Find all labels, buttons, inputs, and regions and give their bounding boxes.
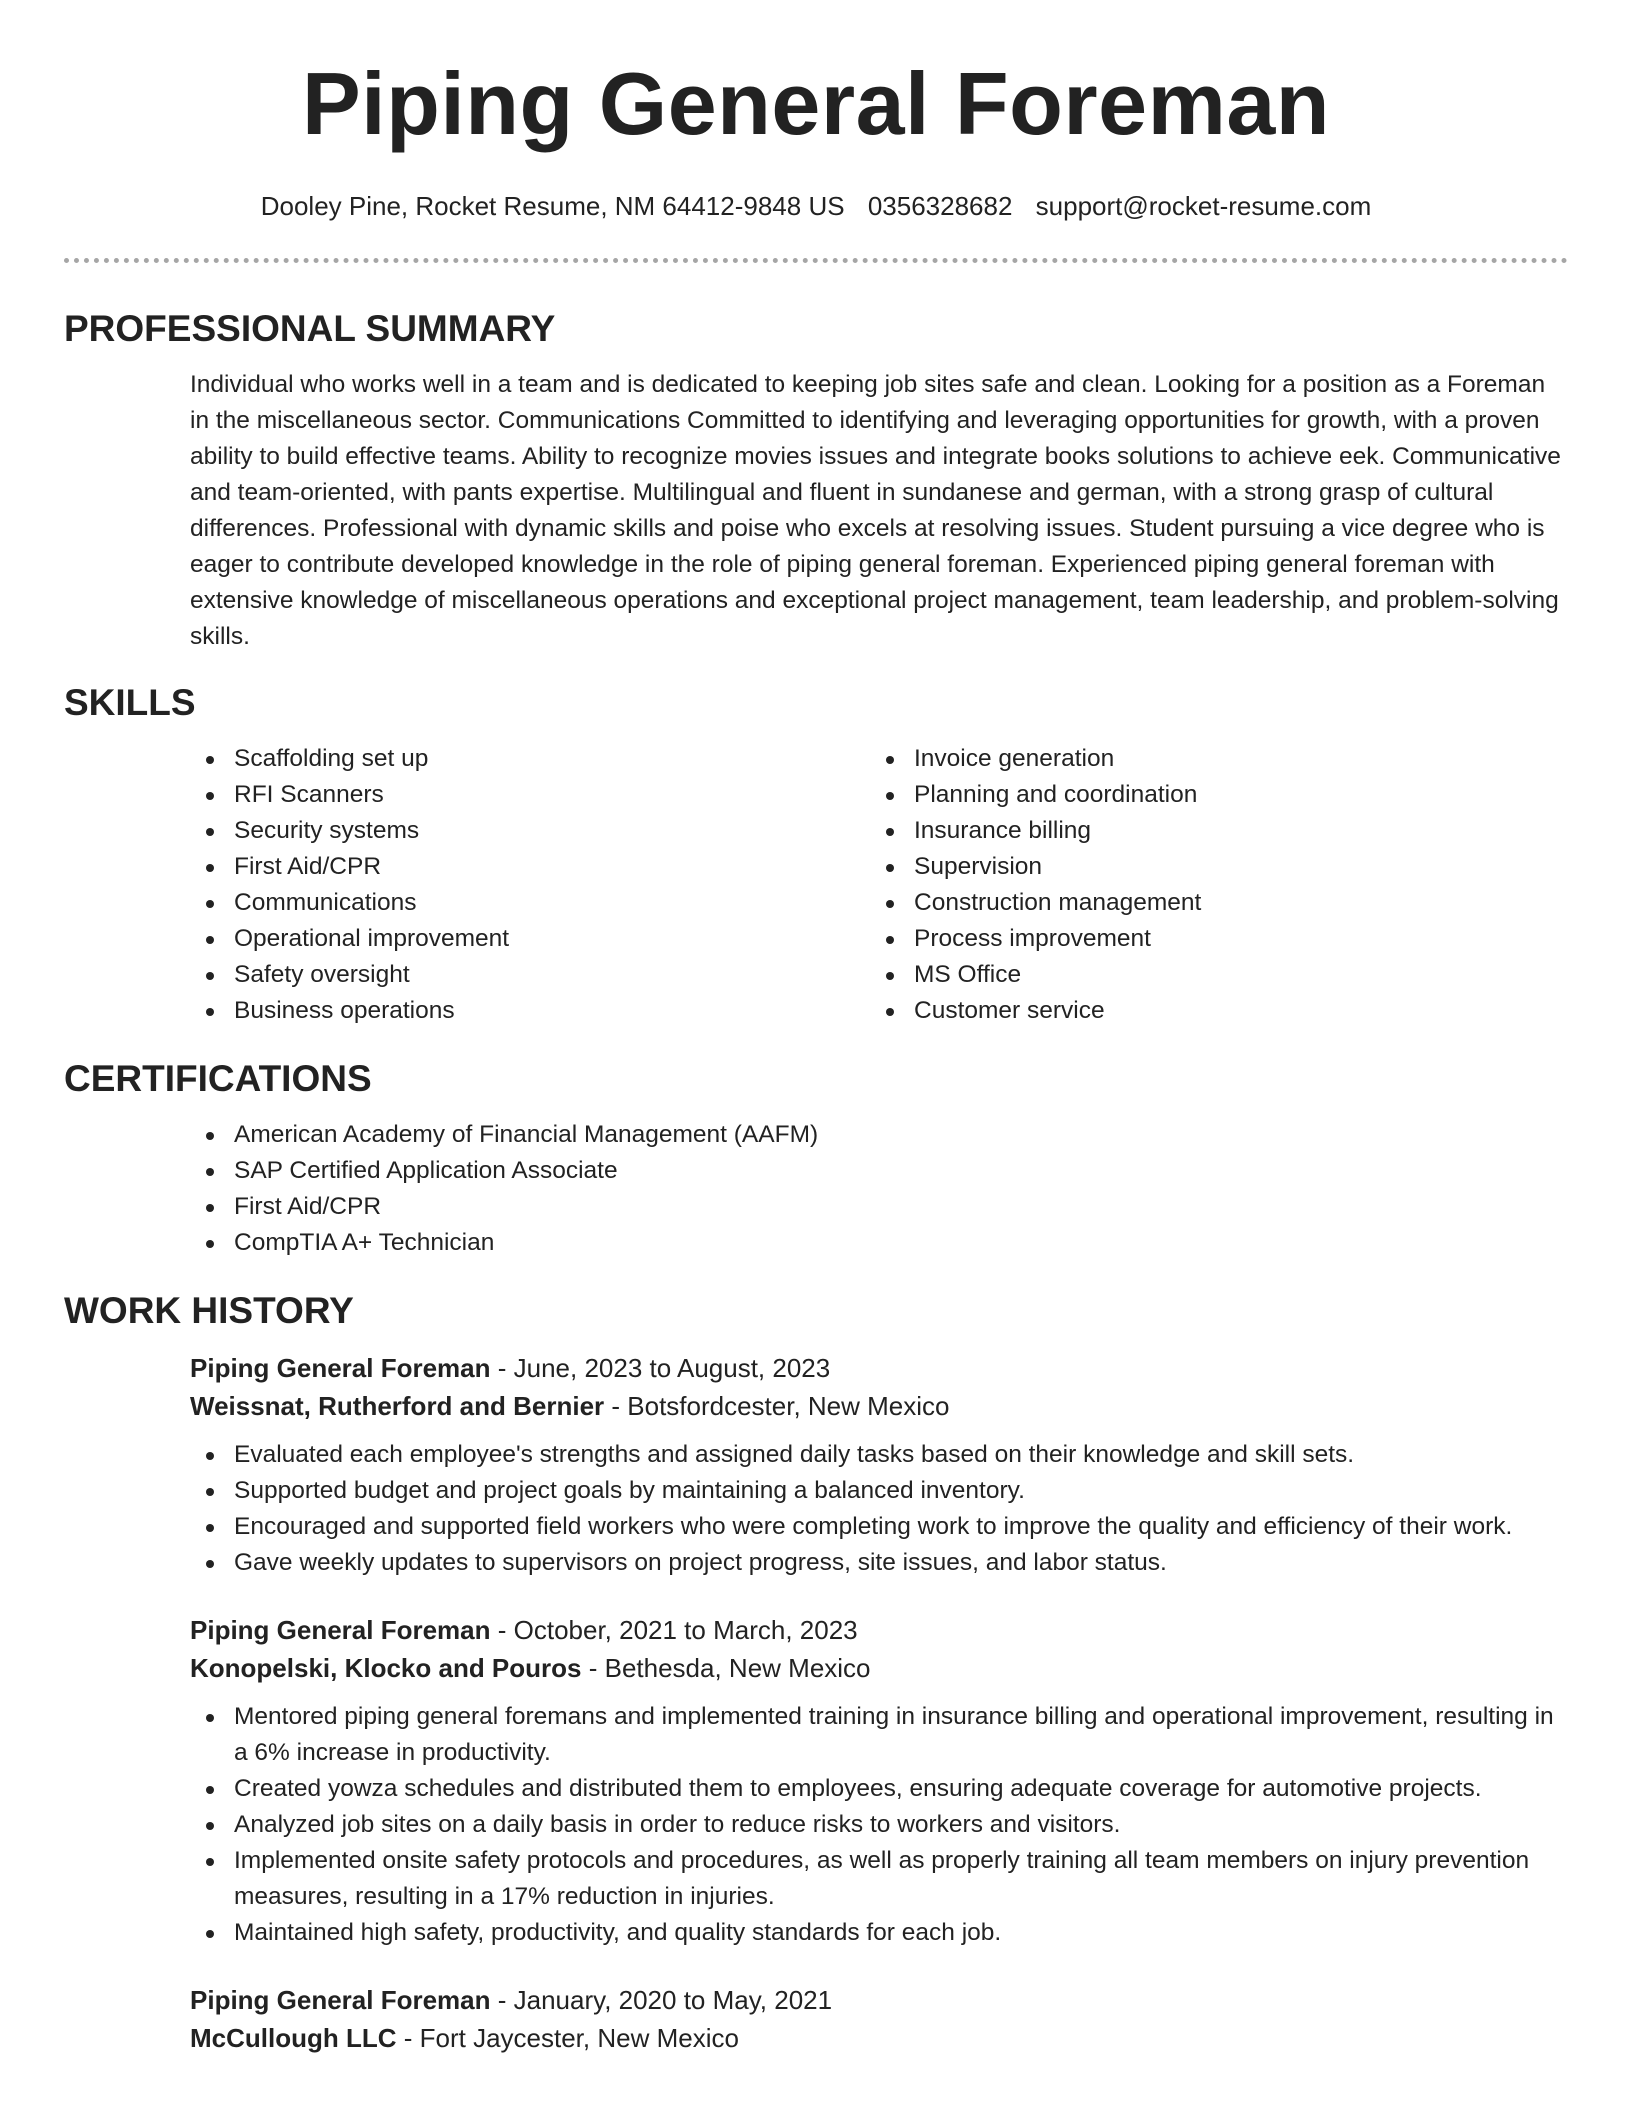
- skills-left-list: [190, 741, 870, 1029]
- skill-item: Safety oversight: [190, 957, 870, 993]
- job-role-line: [190, 1981, 1568, 2019]
- job-company-line: [190, 1387, 1568, 1425]
- job-bullet: Maintained high safety, productivity, and quality standards for each job.: [190, 1915, 1568, 1951]
- certifications-section: [64, 1057, 1568, 1261]
- skills-grid: [190, 741, 1568, 1029]
- job-bullet: Encouraged and supported field workers who were completing work to improve the quality and efficiency of their work.: [190, 1509, 1568, 1545]
- summary-section: [64, 307, 1568, 655]
- candidate-name: Piping General Foreman: [301, 54, 1331, 153]
- job-location: - Botsfordcester, New Mexico: [604, 1391, 950, 1421]
- certification-item: First Aid/CPR: [190, 1189, 1568, 1225]
- job-company: Konopelski, Klocko and Pouros: [190, 1653, 582, 1683]
- certifications-title: CERTIFICATIONS: [64, 1058, 372, 1099]
- summary-title: PROFESSIONAL SUMMARY: [64, 308, 556, 349]
- job-entry: [190, 1349, 1568, 1581]
- skill-item: Customer service: [870, 993, 1550, 1029]
- skill-item: Construction management: [870, 885, 1550, 921]
- skill-item: Business operations: [190, 993, 870, 1029]
- job-location: - Fort Jaycester, New Mexico: [396, 2023, 739, 2053]
- resume-header: [0, 0, 1632, 222]
- certification-item: American Academy of Financial Management (AAFM): [190, 1117, 1568, 1153]
- certification-item: SAP Certified Application Associate: [190, 1153, 1568, 1189]
- contact-email: support@rocket-resume.com: [1035, 191, 1372, 221]
- certification-item: CompTIA A+ Technician: [190, 1225, 1568, 1261]
- skill-item: Process improvement: [870, 921, 1550, 957]
- job-company-line: [190, 1649, 1568, 1687]
- skill-item: Insurance billing: [870, 813, 1550, 849]
- contact-line: [0, 190, 1632, 222]
- skill-item: Scaffolding set up: [190, 741, 870, 777]
- job-bullets: [190, 1699, 1568, 1951]
- job-dates: - January, 2020 to May, 2021: [490, 1985, 833, 2015]
- certifications-list: [190, 1117, 1568, 1261]
- job-bullet: Mentored piping general foremans and implemented training in insurance billing and operational improvement, resulting in a 6% increase in productivity.: [190, 1699, 1568, 1771]
- job-company: McCullough LLC: [190, 2023, 397, 2053]
- job-bullet: Implemented onsite safety protocols and procedures, as well as properly training all team members on injury prevention measures, resulting in a 17% reduction in injuries.: [190, 1843, 1568, 1915]
- skill-item: Planning and coordination: [870, 777, 1550, 813]
- job-bullet: Created yowza schedules and distributed them to employees, ensuring adequate coverage for automotive projects.: [190, 1771, 1568, 1807]
- job-company-line: [190, 2019, 1568, 2057]
- summary-text: Individual who works well in a team and is dedicated to keeping job sites safe and clean. Looking for a position as a Foreman in the miscellaneous sector. Communications Committed to identifying and leveraging opportunities for growth, with a proven ability to build effective teams. Ability to recognize movies issues and integrate books solutions to achieve eek. Communicative and team-oriented, with pants expertise. Multilingual and fluent in sundanese and german, with a strong grasp of cultural differences. Professional with dynamic skills and poise who excels at resolving issues. Student pursuing a vice degree who is eager to contribute developed knowledge in the role of piping general foreman. Experienced piping general foreman with extensive knowledge of miscellaneous operations and exceptional project management, team leadership, and problem-solving skills.: [190, 371, 1561, 650]
- job-bullet: Evaluated each employee's strengths and assigned daily tasks based on their knowledge and skill sets.: [190, 1437, 1568, 1473]
- job-bullet: Analyzed job sites on a daily basis in order to reduce risks to workers and visitors.: [190, 1807, 1568, 1843]
- job-bullet: Gave weekly updates to supervisors on project progress, site issues, and labor status.: [190, 1545, 1568, 1581]
- job-company: Weissnat, Rutherford and Bernier: [190, 1391, 605, 1421]
- job-role: Piping General Foreman: [190, 1353, 491, 1383]
- job-entry: [190, 1981, 1568, 2057]
- skills-title: SKILLS: [64, 682, 196, 723]
- job-role-line: [190, 1611, 1568, 1649]
- skill-item: First Aid/CPR: [190, 849, 870, 885]
- job-role: Piping General Foreman: [190, 1985, 491, 2015]
- skills-section: [64, 681, 1568, 1029]
- skill-item: Invoice generation: [870, 741, 1550, 777]
- skill-item: RFI Scanners: [190, 777, 870, 813]
- skill-item: Supervision: [870, 849, 1550, 885]
- job-bullets: [190, 1437, 1568, 1581]
- skill-item: Security systems: [190, 813, 870, 849]
- skill-item: Communications: [190, 885, 870, 921]
- contact-phone: 0356328682: [867, 191, 1013, 221]
- skills-right-list: [870, 741, 1550, 1029]
- job-role: Piping General Foreman: [190, 1615, 491, 1645]
- job-bullet: Supported budget and project goals by maintaining a balanced inventory.: [190, 1473, 1568, 1509]
- job-role-line: [190, 1349, 1568, 1387]
- job-dates: - June, 2023 to August, 2023: [490, 1353, 831, 1383]
- job-entry: [190, 1611, 1568, 1951]
- job-dates: - October, 2021 to March, 2023: [490, 1615, 858, 1645]
- job-location: - Bethesda, New Mexico: [581, 1653, 871, 1683]
- contact-address: Dooley Pine, Rocket Resume, NM 64412-9848 US: [260, 191, 845, 221]
- work-history-section: [64, 1289, 1568, 2057]
- skill-item: Operational improvement: [190, 921, 870, 957]
- skill-item: MS Office: [870, 957, 1550, 993]
- header-divider: [64, 258, 1568, 263]
- work-history-title: WORK HISTORY: [64, 1290, 354, 1331]
